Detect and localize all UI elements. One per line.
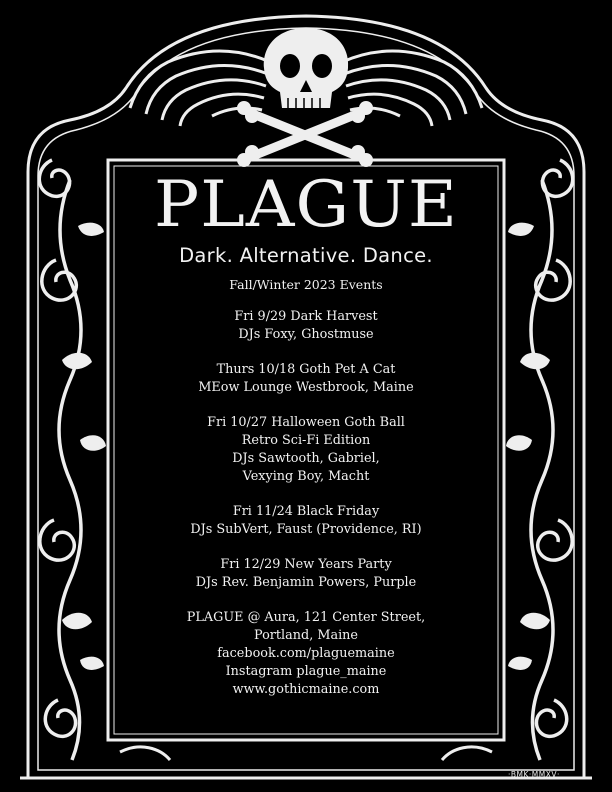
- venue-address: PLAGUE @ Aura, 121 Center Street,: [186, 610, 426, 625]
- event-line: Vexying Boy, Macht: [242, 469, 370, 484]
- facebook-link[interactable]: facebook.com/plaguemaine: [217, 646, 395, 661]
- event-line: Fri 12/29 New Years Party: [220, 557, 392, 572]
- event-line: DJs Rev. Benjamin Powers, Purple: [195, 575, 417, 590]
- event-item: [118, 308, 494, 344]
- tagline: Dark. Alternative. Dance.: [179, 244, 433, 267]
- event-line: DJs Foxy, Ghostmuse: [238, 327, 374, 342]
- leaf-ornaments-left: [62, 223, 106, 670]
- event-line: Fri 10/27 Halloween Goth Ball: [207, 415, 405, 430]
- venue-city: Portland, Maine: [254, 628, 358, 643]
- event-line: Fri 11/24 Black Friday: [232, 504, 380, 519]
- crossbones-icon: [248, 112, 362, 158]
- artist-signature: ·BMK·MMXV·: [508, 770, 560, 779]
- event-line: MEow Lounge Westbrook, Maine: [198, 380, 414, 395]
- events-list: [118, 308, 494, 592]
- leaf-ornaments-right: [506, 223, 550, 670]
- scroll-vine-ornament-left: [39, 160, 81, 760]
- scroll-vine-ornament-right: [531, 160, 573, 760]
- winged-skull-icon: [264, 28, 348, 108]
- event-line: Fri 9/29 Dark Harvest: [234, 309, 378, 324]
- event-line: Retro Sci-Fi Edition: [241, 433, 371, 448]
- poster-title: PLAGUE: [153, 168, 459, 242]
- event-item: [118, 361, 494, 397]
- event-item: [118, 556, 494, 592]
- website-link[interactable]: www.gothicmaine.com: [232, 682, 380, 697]
- instagram-handle[interactable]: Instagram plague_maine: [225, 664, 387, 679]
- bottom-ornaments: [120, 747, 492, 760]
- event-item: [118, 414, 494, 486]
- season-subtitle: Fall/Winter 2023 Events: [229, 277, 383, 292]
- venue-info: [118, 609, 494, 699]
- event-line: Thurs 10/18 Goth Pet A Cat: [216, 362, 396, 377]
- event-item: [118, 503, 494, 539]
- event-listing: [118, 170, 494, 699]
- event-line: DJs Sawtooth, Gabriel,: [232, 451, 380, 466]
- event-line: DJs SubVert, Faust (Providence, RI): [190, 522, 422, 537]
